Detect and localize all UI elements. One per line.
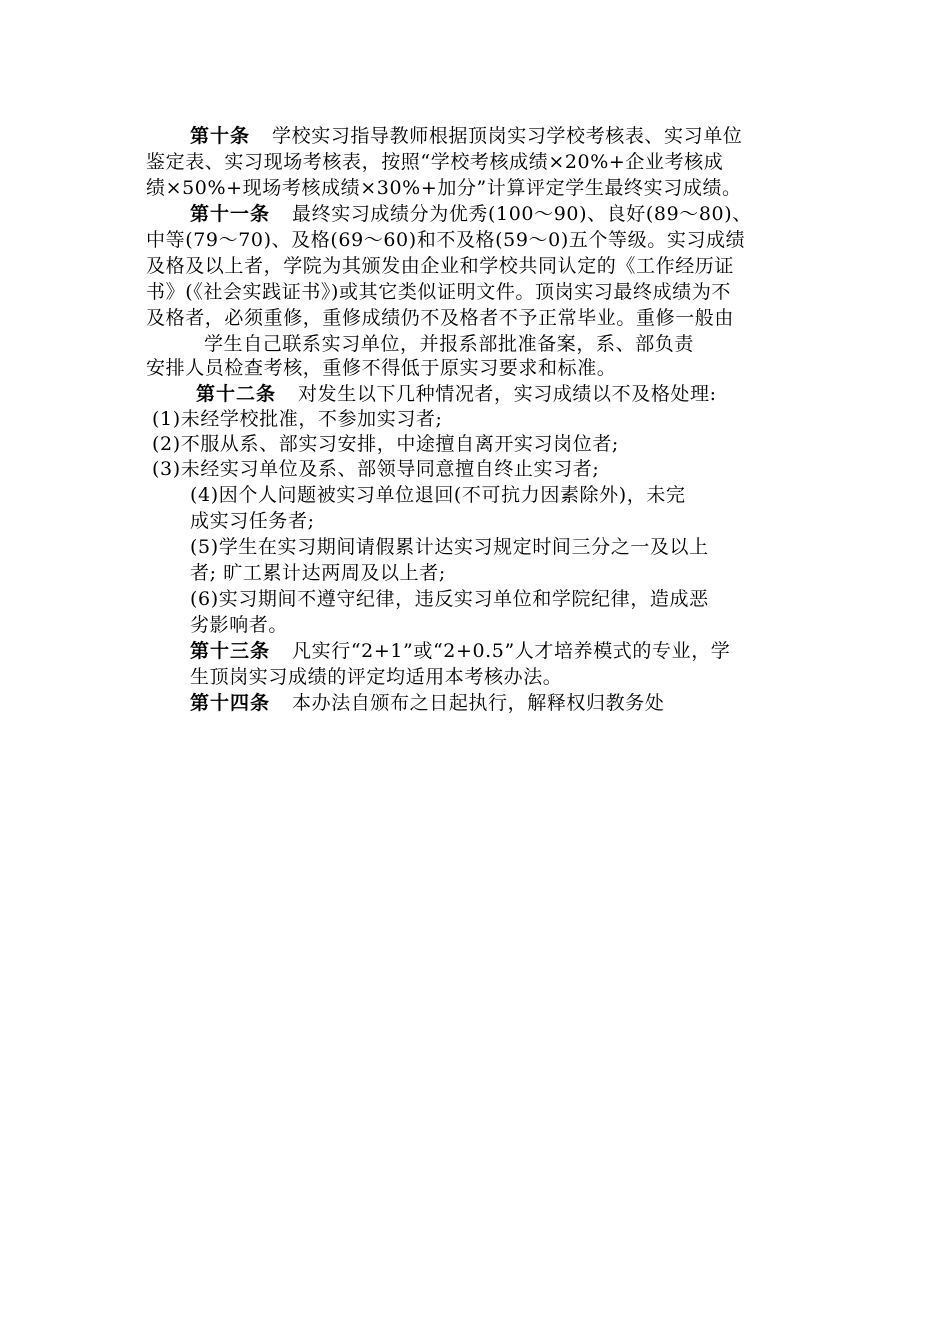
article-12-item-5: (5)学生在实习期间请假累计达实习规定时间三分之一及以上: [190, 536, 709, 558]
article-12-heading: 第十二条: [196, 383, 277, 405]
article-12-item-4: (4)因个人问题被实习单位退回(不可抗力因素除外)，未完: [190, 484, 686, 506]
article-12-item-1: (1)未经学校批准，不参加实习者;: [152, 408, 443, 430]
article-11-line-7: 安排人员检查考核，重修不得低于原实习要求和标准。: [146, 357, 617, 379]
article-14-text-1: 本办法自颁布之日起执行，解释权归教务处: [292, 692, 665, 714]
article-12-item-6: (6)实习期间不遵守纪律，违反实习单位和学院纪律，造成恶: [190, 588, 709, 610]
article-14-heading: 第十四条: [190, 692, 271, 714]
article-10-text-1: 学校实习指导教师根据顶岗实习学校考核表、实习单位: [272, 125, 743, 147]
article-12-line-1: [196, 382, 717, 406]
article-13-line-2: 生顶岗实习成绩的评定均适用本考核办法。: [190, 666, 563, 688]
article-12-item-4-cont: 成实习任务者;: [190, 510, 315, 532]
article-10-line-1: [190, 124, 742, 148]
article-11-line-6: 学生自己联系实习单位，并报系部批准备案，系、部负责: [204, 333, 695, 355]
article-12-item-2: (2)不服从系、部实习安排，中途擅自离开实习岗位者;: [152, 433, 619, 455]
article-11-heading: 第十一条: [190, 203, 271, 225]
article-13-line-1: [190, 639, 730, 663]
article-11-line-5: 及格者，必须重修，重修成绩仍不及格者不予正常毕业。重修一般由: [146, 307, 735, 329]
article-13-heading: 第十三条: [190, 640, 271, 662]
article-11-line-3: 及格及以上者，学院为其颁发由企业和学校共同认定的《工作经历证: [146, 255, 735, 277]
article-14-line-1: [190, 691, 664, 715]
article-11-line-4: 书》(《社会实践证书》)或其它类似证明文件。顶岗实习最终成绩为不: [146, 281, 732, 303]
article-12-item-6-cont: 劣影响者。: [190, 614, 289, 636]
article-11-text-1: 最终实习成绩分为优秀(100～90)、良好(89～80)、: [292, 203, 752, 225]
article-12-item-3: (3)未经实习单位及系、部领导同意擅自终止实习者;: [152, 458, 600, 480]
article-10-line-3: 绩×50%+现场考核成绩×30%+加分”计算评定学生最终实习成绩。: [146, 177, 742, 199]
article-12-item-5-cont: 者; 旷工累计达两周及以上者;: [190, 562, 446, 584]
article-10-heading: 第十条: [190, 125, 251, 147]
article-11-line-1: [190, 202, 752, 226]
article-11-line-2: 中等(79～70)、及格(69～60)和不及格(59～0)五个等级。实习成绩: [146, 229, 746, 251]
article-10-line-2: 鉴定表、实习现场考核表，按照“学校考核成绩×20%+企业考核成: [146, 151, 724, 173]
article-13-text-1: 凡实行“2+1”或“2+0.5”人才培养模式的专业，学: [292, 640, 731, 662]
article-12-intro: 对发生以下几种情况者，实习成绩以不及格处理:: [298, 383, 717, 405]
